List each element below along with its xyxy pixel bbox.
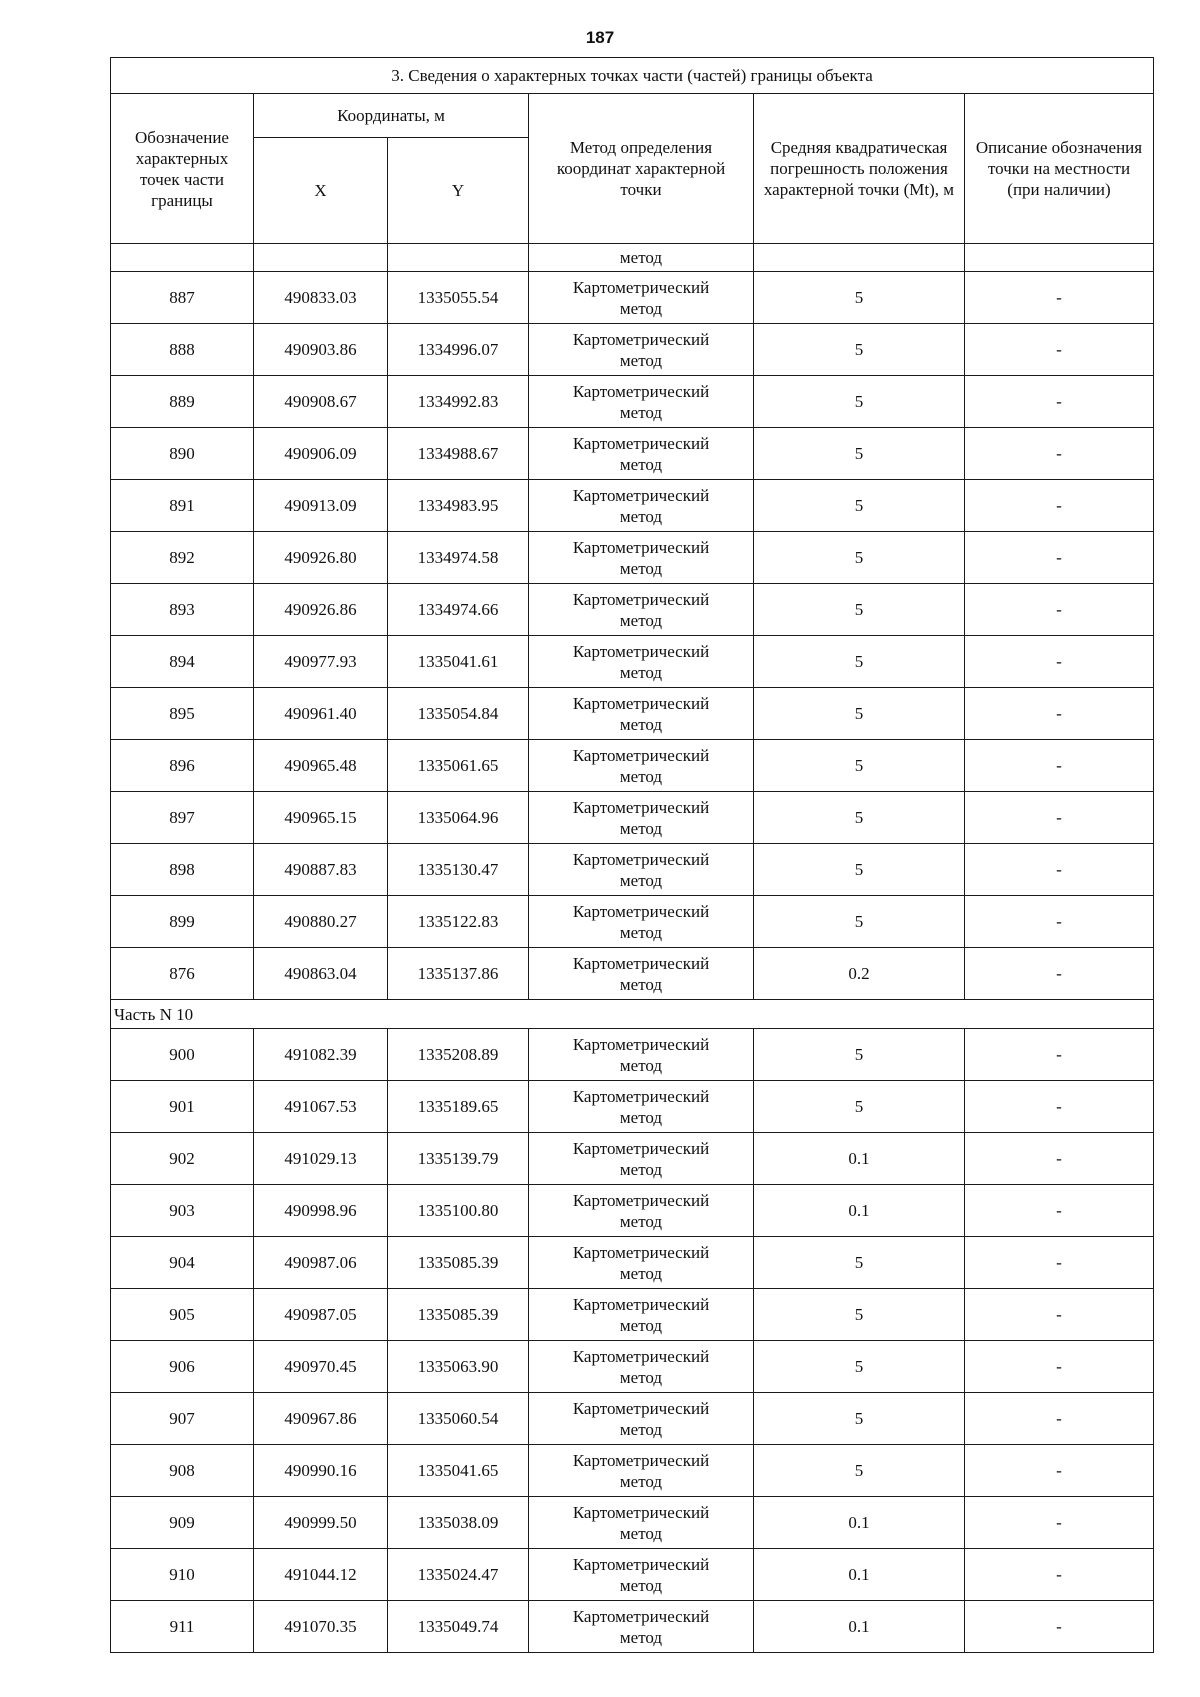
table-row [111,740,1154,792]
coord-x: 490961.40 [254,688,388,740]
coord-y: 1335054.84 [388,688,529,740]
header-method: Метод определения координат характерной точки [529,94,754,244]
coord-x: 490970.45 [254,1341,388,1393]
point-description: - [965,1029,1154,1081]
method-line-2: метод [619,611,663,630]
coord-y: 1335049.74 [388,1601,529,1653]
point-number: 907 [111,1393,254,1445]
cell-empty [388,244,529,272]
section-label: Часть N 10 [111,1000,1154,1029]
method-line-1: Картометрический [572,538,710,557]
table-title: 3. Сведения о характерных точках части (частей) границы объекта [111,58,1154,94]
point-number: 903 [111,1185,254,1237]
coord-x: 490987.06 [254,1237,388,1289]
point-number: 905 [111,1289,254,1341]
method-cell [529,1133,754,1185]
coord-x: 490906.09 [254,428,388,480]
coord-y: 1334974.58 [388,532,529,584]
point-description: - [965,480,1154,532]
coord-x: 491044.12 [254,1549,388,1601]
coord-x: 490965.48 [254,740,388,792]
mean-square-error: 5 [754,792,965,844]
header-designation: Обозначение характерных точек части границы [111,94,254,244]
method-line-1: Картометрический [572,486,710,505]
table-row [111,948,1154,1000]
table-row [111,1393,1154,1445]
point-description: - [965,1393,1154,1445]
point-number: 900 [111,1029,254,1081]
point-number: 893 [111,584,254,636]
table-row [111,844,1154,896]
point-number: 892 [111,532,254,584]
point-description: - [965,1601,1154,1653]
point-number: 887 [111,272,254,324]
point-number: 899 [111,896,254,948]
mean-square-error: 5 [754,636,965,688]
coord-y: 1334983.95 [388,480,529,532]
coord-x: 490965.15 [254,792,388,844]
point-number: 897 [111,792,254,844]
method-line-2: метод [619,1212,663,1231]
method-cell [529,376,754,428]
header-y: Y [388,138,529,244]
coord-y: 1335100.80 [388,1185,529,1237]
table-row [111,584,1154,636]
coord-y: 1335063.90 [388,1341,529,1393]
coord-x: 490913.09 [254,480,388,532]
coord-x: 490908.67 [254,376,388,428]
method-line-1: Картометрический [572,330,710,349]
coord-x: 490977.93 [254,636,388,688]
header-coordinates: Координаты, м [254,94,529,138]
method-line-1: Картометрический [572,642,710,661]
mean-square-error: 5 [754,844,965,896]
coord-y: 1335122.83 [388,896,529,948]
method-line-1: Картометрический [572,382,710,401]
point-number: 909 [111,1497,254,1549]
method-cell [529,584,754,636]
point-description: - [965,1289,1154,1341]
point-number: 891 [111,480,254,532]
method-cell [529,1445,754,1497]
coord-y: 1334988.67 [388,428,529,480]
point-description: - [965,948,1154,1000]
mean-square-error: 5 [754,584,965,636]
method-line-2: метод [619,1316,663,1335]
method-line-1: Картометрический [572,590,710,609]
method-line-1: Картометрический [572,1191,710,1210]
method-line-1: Картометрический [572,1399,710,1418]
point-description: - [965,1497,1154,1549]
header-description: Описание обозначения точки на местности (при наличии) [965,94,1154,244]
method-line-1: Картометрический [572,1139,710,1158]
method-cell [529,948,754,1000]
method-cell [529,1029,754,1081]
method-cell [529,1549,754,1601]
coord-y: 1334992.83 [388,376,529,428]
table-row [111,896,1154,948]
method-line-1: Картометрический [572,954,710,973]
point-description: - [965,1185,1154,1237]
method-cell [529,532,754,584]
method-line-2: метод [619,1160,663,1179]
mean-square-error: 5 [754,1029,965,1081]
mean-square-error: 5 [754,1081,965,1133]
coord-x: 491070.35 [254,1601,388,1653]
method-line-2: метод [619,299,663,318]
mean-square-error: 5 [754,1289,965,1341]
point-description: - [965,1549,1154,1601]
point-description: - [965,792,1154,844]
coord-y: 1335085.39 [388,1237,529,1289]
header-x: X [254,138,388,244]
method-line-1: Картометрический [572,694,710,713]
method-cell [529,1081,754,1133]
table-row [111,532,1154,584]
table-row [111,1133,1154,1185]
table-row [111,480,1154,532]
method-line-2: метод [619,1420,663,1439]
method-line-2: метод [619,1264,663,1283]
table-row [111,1445,1154,1497]
mean-square-error: 5 [754,376,965,428]
coord-x: 490903.86 [254,324,388,376]
point-description: - [965,324,1154,376]
method-cell [529,688,754,740]
point-description: - [965,532,1154,584]
mean-square-error: 0.1 [754,1601,965,1653]
coord-x: 490987.05 [254,1289,388,1341]
table-row [111,428,1154,480]
point-number: 894 [111,636,254,688]
table-row [111,324,1154,376]
coord-y: 1335024.47 [388,1549,529,1601]
coord-x: 490880.27 [254,896,388,948]
method-line-2: метод [619,1108,663,1127]
coord-y: 1335038.09 [388,1497,529,1549]
coord-x: 490833.03 [254,272,388,324]
point-description: - [965,1445,1154,1497]
table-row [111,1497,1154,1549]
point-number: 888 [111,324,254,376]
method-line-1: Картометрический [572,1607,710,1626]
method-line-2: метод [619,1472,663,1491]
table-row [111,1289,1154,1341]
method-line-1: Картометрический [572,1503,710,1522]
method-cell [529,636,754,688]
method-line-2: метод [619,403,663,422]
table-row [111,688,1154,740]
point-description: - [965,584,1154,636]
mean-square-error: 5 [754,688,965,740]
method-cell [529,272,754,324]
mean-square-error: 5 [754,324,965,376]
mean-square-error: 5 [754,480,965,532]
point-number: 911 [111,1601,254,1653]
point-description: - [965,636,1154,688]
point-description: - [965,740,1154,792]
method-line-1: Картометрический [572,434,710,453]
method-line-2: метод [619,663,663,682]
method-line-2: метод [619,923,663,942]
coord-x: 490926.80 [254,532,388,584]
mean-square-error: 5 [754,272,965,324]
coord-y: 1335130.47 [388,844,529,896]
point-number: 898 [111,844,254,896]
method-line-2: метод [619,819,663,838]
coord-x: 490887.83 [254,844,388,896]
coord-x: 490967.86 [254,1393,388,1445]
mean-square-error: 5 [754,532,965,584]
point-number: 889 [111,376,254,428]
point-description: - [965,376,1154,428]
coord-y: 1335060.54 [388,1393,529,1445]
mean-square-error: 0.1 [754,1185,965,1237]
table-row [111,1081,1154,1133]
method-cell [529,896,754,948]
cell-empty [254,244,388,272]
table-row [111,792,1154,844]
method-cell [529,480,754,532]
method-line-1: Картометрический [572,850,710,869]
method-cell [529,740,754,792]
point-number: 910 [111,1549,254,1601]
point-description: - [965,1133,1154,1185]
point-description: - [965,1081,1154,1133]
table-row [111,1237,1154,1289]
section-row [111,1000,1154,1029]
method-line-2: метод [619,1368,663,1387]
table-row [111,272,1154,324]
mean-square-error: 5 [754,896,965,948]
coord-y: 1334996.07 [388,324,529,376]
point-number: 904 [111,1237,254,1289]
method-line-2: метод [619,351,663,370]
coord-y: 1335041.65 [388,1445,529,1497]
cell-empty [965,244,1154,272]
method-line-2: метод [619,975,663,994]
method-line-2: метод [619,1576,663,1595]
method-cell [529,324,754,376]
table-row [111,1549,1154,1601]
method-line-2: метод [619,767,663,786]
method-cell [529,1341,754,1393]
method-line-2: метод [619,1524,663,1543]
point-number: 890 [111,428,254,480]
table-row [111,1029,1154,1081]
point-number: 902 [111,1133,254,1185]
point-number: 895 [111,688,254,740]
coord-y: 1335085.39 [388,1289,529,1341]
coord-x: 491029.13 [254,1133,388,1185]
point-number: 906 [111,1341,254,1393]
table-row [111,1185,1154,1237]
method-cell [529,1185,754,1237]
point-number: 901 [111,1081,254,1133]
method-line-1: Картометрический [572,1295,710,1314]
point-description: - [965,428,1154,480]
point-description: - [965,844,1154,896]
continuation-method: метод [529,244,754,272]
point-number: 876 [111,948,254,1000]
cell-empty [111,244,254,272]
method-cell [529,1289,754,1341]
method-cell [529,792,754,844]
coord-y: 1335189.65 [388,1081,529,1133]
coord-y: 1334974.66 [388,584,529,636]
coord-x: 490926.86 [254,584,388,636]
method-line-2: метод [619,1628,663,1647]
method-line-1: Картометрический [572,1035,710,1054]
mean-square-error: 0.1 [754,1549,965,1601]
table-row [111,636,1154,688]
method-line-1: Картометрический [572,278,710,297]
point-description: - [965,896,1154,948]
point-number: 908 [111,1445,254,1497]
coord-x: 490999.50 [254,1497,388,1549]
method-line-2: метод [619,871,663,890]
method-cell [529,1393,754,1445]
coord-x: 490998.96 [254,1185,388,1237]
method-line-2: метод [619,455,663,474]
coord-y: 1335139.79 [388,1133,529,1185]
method-line-1: Картометрический [572,1555,710,1574]
coord-x: 490990.16 [254,1445,388,1497]
continuation-row [111,244,1154,272]
method-cell [529,1497,754,1549]
method-line-1: Картометрический [572,1087,710,1106]
mean-square-error: 5 [754,1237,965,1289]
mean-square-error: 5 [754,1341,965,1393]
method-line-2: метод [619,507,663,526]
method-line-2: метод [619,715,663,734]
page-number: 187 [585,28,615,47]
coord-y: 1335064.96 [388,792,529,844]
point-description: - [965,1237,1154,1289]
coord-y: 1335041.61 [388,636,529,688]
coord-y: 1335061.65 [388,740,529,792]
table-row [111,376,1154,428]
boundary-points-table [110,57,1154,1653]
mean-square-error: 0.1 [754,1497,965,1549]
method-cell [529,428,754,480]
coord-y: 1335208.89 [388,1029,529,1081]
point-description: - [965,272,1154,324]
coord-y: 1335137.86 [388,948,529,1000]
method-line-1: Картометрический [572,798,710,817]
coord-x: 491067.53 [254,1081,388,1133]
method-line-1: Картометрический [572,902,710,921]
point-description: - [965,1341,1154,1393]
mean-square-error: 5 [754,740,965,792]
method-line-2: метод [619,1056,663,1075]
table-row [111,1341,1154,1393]
method-line-1: Картометрический [572,1243,710,1262]
coord-y: 1335055.54 [388,272,529,324]
point-description: - [965,688,1154,740]
point-number: 896 [111,740,254,792]
cell-empty [754,244,965,272]
method-cell [529,1601,754,1653]
mean-square-error: 0.1 [754,1133,965,1185]
mean-square-error: 0.2 [754,948,965,1000]
coord-x: 490863.04 [254,948,388,1000]
header-error: Средняя квадратическая погрешность положения характерной точки (Mt), м [754,94,965,244]
method-cell [529,1237,754,1289]
coord-x: 491082.39 [254,1029,388,1081]
table-row [111,1601,1154,1653]
method-line-1: Картометрический [572,746,710,765]
method-line-1: Картометрический [572,1451,710,1470]
method-line-2: метод [619,559,663,578]
mean-square-error: 5 [754,428,965,480]
mean-square-error: 5 [754,1445,965,1497]
method-line-1: Картометрический [572,1347,710,1366]
mean-square-error: 5 [754,1393,965,1445]
method-cell [529,844,754,896]
